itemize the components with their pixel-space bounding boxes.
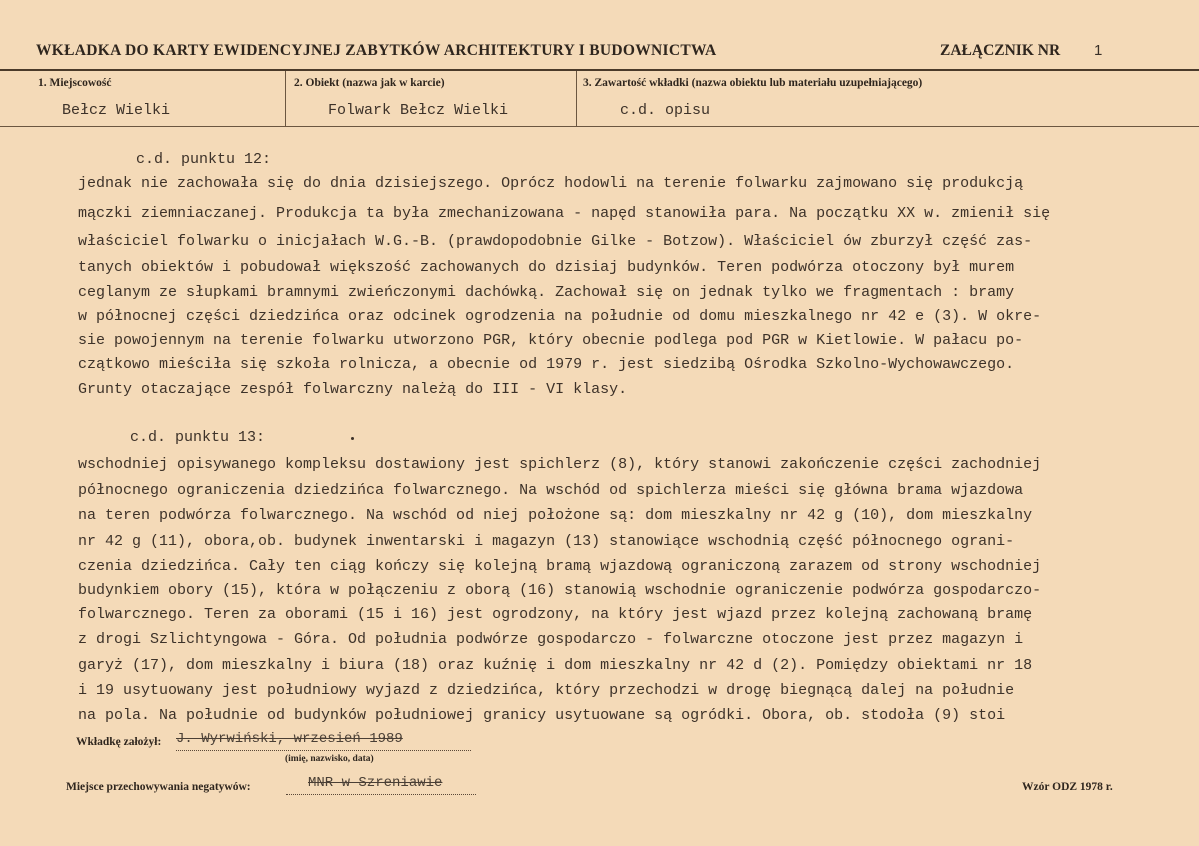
section-13-line: z drogi Szlichtyngowa - Góra. Od południa podwórze gospodarczo - folwarczne otoczone jest przez magazyn i xyxy=(78,631,1024,648)
section-13-heading: c.d. punktu 13: xyxy=(130,429,266,446)
section-13-line: północnego ograniczenia dziedzińca folwarcznego. Na wschód od spichlerza mieści się główna brama wjazdowa xyxy=(78,482,1024,499)
contents-label: 3. Zawartość wkładki (nazwa obiektu lub materiału uzupełniającego) xyxy=(583,77,923,89)
section-12-line: w północnej części dziedzińca oraz odcinek ogrodzenia na południe od domu mieszkalnego nr 42 e (3). W okre- xyxy=(78,308,1042,325)
field-divider-2 xyxy=(576,71,577,127)
section-13-line: czenia dziedzińca. Cały ten ciąg kończy się kolejną bramą wjazdową ograniczoną zarazem od strony wschodniej xyxy=(78,558,1042,575)
negatives-value: MNR w Szreniawie xyxy=(308,775,443,791)
section-12-line: jednak nie zachowała się do dnia dzisiejszego. Oprócz hodowli na terenie folwarku zajmowano się produkcją xyxy=(78,175,1024,192)
author-hint: (imię, nazwisko, data) xyxy=(285,754,374,764)
author-value: J. Wyrwiński, wrzesień 1989 xyxy=(176,731,403,747)
section-13-line: na pola. Na południe od budynków południowej granicy usytuowane są ogródki. Obora, ob. stodoła (9) stoi xyxy=(78,707,1006,724)
field-divider-1 xyxy=(285,71,286,127)
section-12-line: właściciel folwarku o inicjałach W.G.-B. (prawdopodobnie Gilke - Botzow). Właściciel ów zburzył część zas- xyxy=(78,233,1033,250)
negatives-label: Miejsce przechowywania negatywów: xyxy=(66,781,251,793)
section-13-line: wschodniej opisywanego kompleksu dostawiony jest spichlerz (8), który stanowi zakończenie części zachodniej xyxy=(78,456,1042,473)
contents-value: c.d. opisu xyxy=(620,102,711,119)
section-13-line: na teren podwórza folwarcznego. Na wschód od niej położone są: dom mieszkalny nr 42 g (10), dom mieszkalny xyxy=(78,507,1033,524)
object-label: 2. Obiekt (nazwa jak w karcie) xyxy=(294,77,445,89)
object-value: Folwark Bełcz Wielki xyxy=(328,102,509,119)
section-13-line: budynkiem obory (15), która w połączeniu z oborą (16) stanowią wschodnie ograniczenie podwórza gospodarczo- xyxy=(78,582,1042,599)
ink-dot xyxy=(351,437,354,440)
section-12-line: tanych obiektów i pobudował większość zachowanych do dzisiaj budynków. Teren podwórza otoczony był murem xyxy=(78,259,1015,276)
section-13-line: i 19 usytuowany jest południowy wyjazd z dziedzińca, który przechodzi w drogę biegnącą dalej na południe xyxy=(78,682,1015,699)
form-pattern: Wzór ODZ 1978 r. xyxy=(1022,781,1113,793)
section-13-line: folwarcznego. Teren za oborami (15 i 16) jest ogrodzony, na który jest wjazd przez kolejną zachowaną bramę xyxy=(78,606,1033,623)
header-rule xyxy=(0,69,1199,71)
annex-label: ZAŁĄCZNIK NR xyxy=(940,42,1061,59)
section-13-line: nr 42 g (11), obora,ob. budynek inwentarski i magazyn (13) stanowiące wschodnią część północnego ograni- xyxy=(78,533,1015,550)
author-label: Wkładkę założył: xyxy=(76,736,162,748)
section-12-line: sie powojennym na terenie folwarku utworzono PGR, który obecnie podlega pod PGR w Kietlowie. W pałacu po- xyxy=(78,332,1024,349)
section-12-line: mączki ziemniaczanej. Produkcja ta była zmechanizowana - napęd stanowiła para. Na początku XX w. zmienił się xyxy=(78,205,1051,222)
locality-label: 1. Miejscowość xyxy=(38,77,112,89)
section-12-heading: c.d. punktu 12: xyxy=(136,151,272,168)
negatives-dotted-line xyxy=(286,794,476,795)
author-dotted-line xyxy=(176,750,471,751)
section-13-line: garyż (17), dom mieszkalny i biura (18) oraz kuźnię i dom mieszkalny nr 42 d (2). Pomiędzy obiektami nr 18 xyxy=(78,657,1033,674)
document-title: WKŁADKA DO KARTY EWIDENCYJNEJ ZABYTKÓW ARCHITEKTURY I BUDOWNICTWA xyxy=(36,42,717,59)
fields-rule xyxy=(0,126,1199,127)
annex-number: 1 xyxy=(1094,42,1103,59)
locality-value: Bełcz Wielki xyxy=(62,102,171,119)
section-12-line: czątkowo mieściła się szkoła rolnicza, a obecnie od 1979 r. jest siedzibą Ośrodka Szkolno-Wychowawczego. xyxy=(78,356,1015,373)
section-12-line: ceglanym ze słupkami bramnymi zwieńczonymi dachówką. Zachował się on jednak tylko we fragmentach : bramy xyxy=(78,284,1015,301)
section-12-line: Grunty otaczające zespół folwarczny należą do III - VI klasy. xyxy=(78,381,628,398)
